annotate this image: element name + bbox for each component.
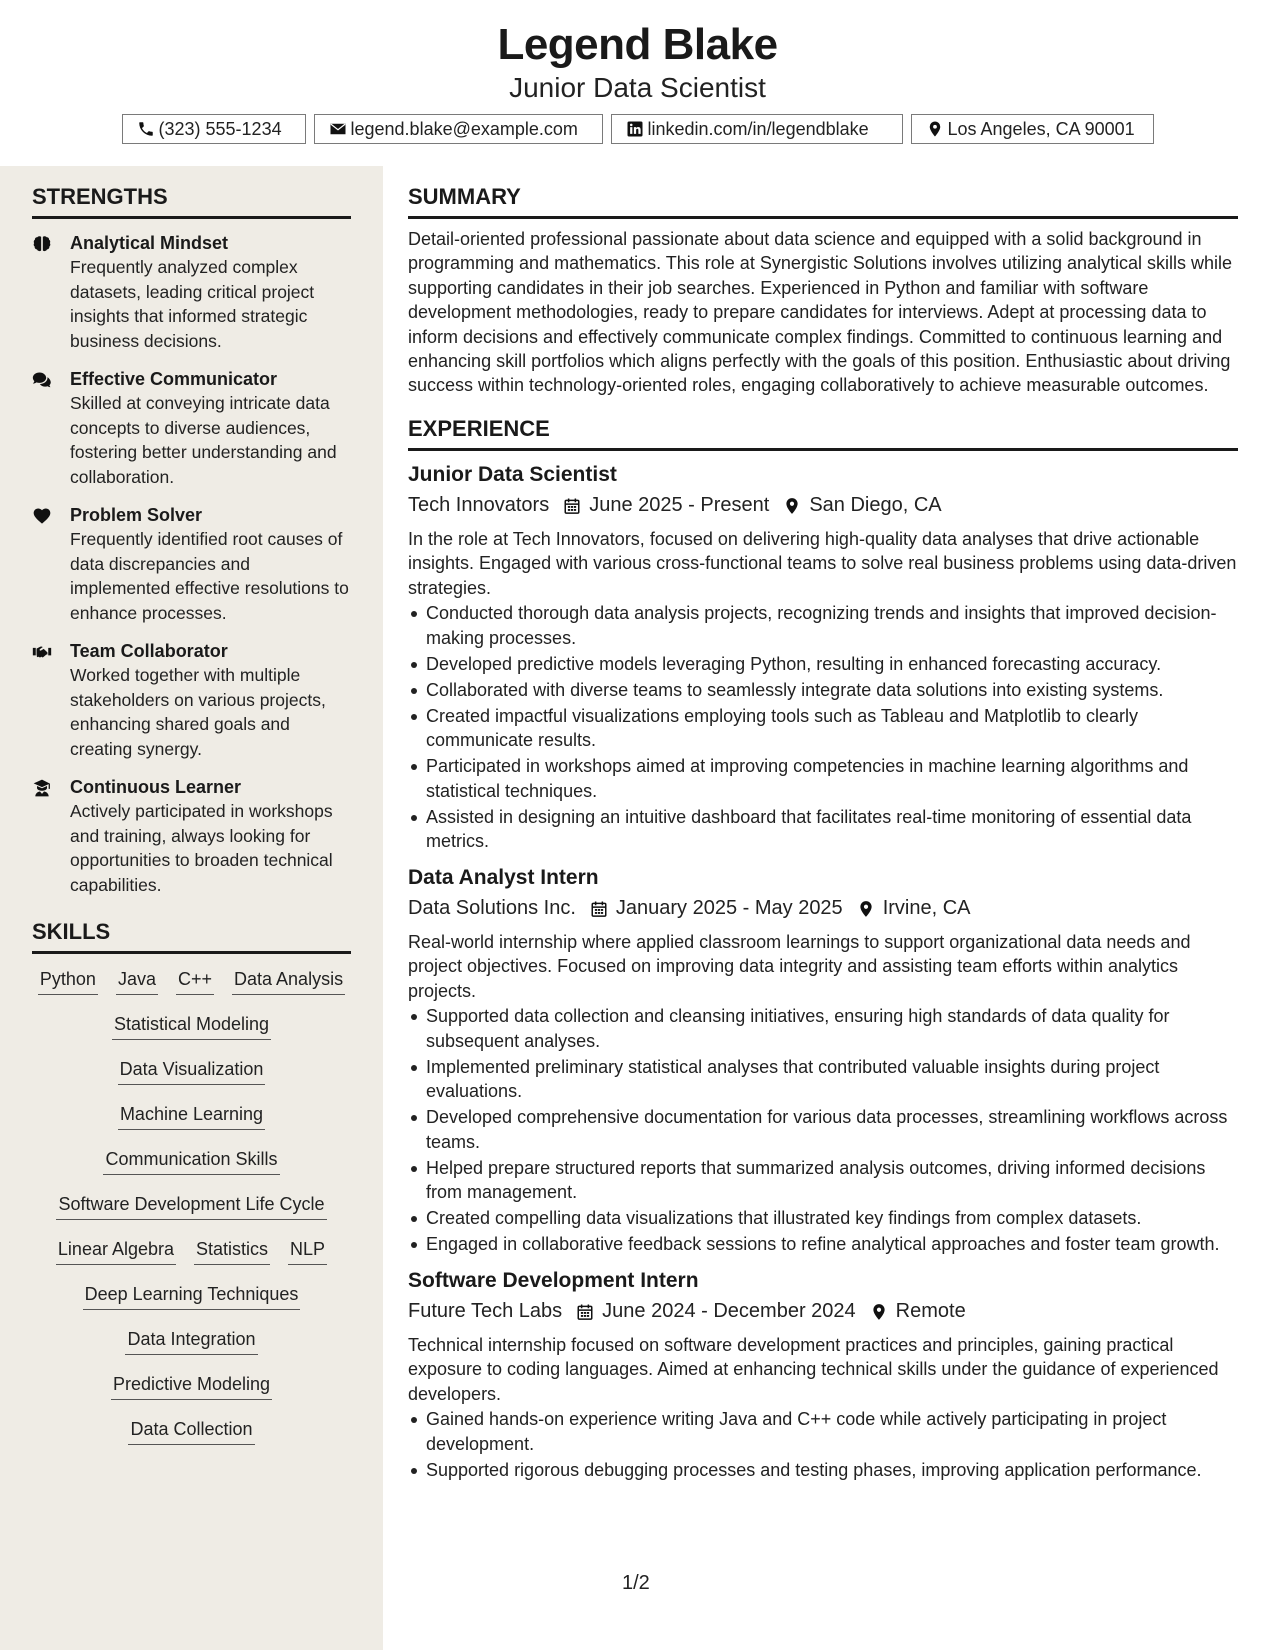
- strength-title: Continuous Learner: [70, 777, 242, 797]
- comments-icon: [32, 367, 70, 489]
- job-bullet: Created compelling data visualizations that illustrated key findings from complex datasets.: [408, 1206, 1238, 1231]
- skill-tag: Software Development Life Cycle: [56, 1193, 326, 1220]
- job-entry: [408, 864, 1238, 1257]
- skill-tag: Statistical Modeling: [112, 1013, 271, 1040]
- job-bullet: Participated in workshops aimed at improving competencies in machine learning algorithms and statistical techniques.: [408, 754, 1238, 803]
- contact-phone[interactable]: [122, 114, 306, 144]
- skills-list: [32, 968, 351, 1463]
- strength-title: Team Collaborator: [70, 641, 228, 661]
- job-location: San Diego, CA: [809, 494, 942, 517]
- skill-tag: Data Integration: [125, 1328, 257, 1355]
- skill-tag: Statistics: [194, 1238, 270, 1265]
- job-entry: [408, 1267, 1238, 1483]
- job-bullet: Supported data collection and cleansing initiatives, ensuring high standards of data quality for subsequent analyses.: [408, 1004, 1238, 1053]
- graduate-icon: [32, 775, 70, 897]
- skill-tag: NLP: [288, 1238, 327, 1265]
- job-meta: [408, 1297, 1238, 1327]
- job-description: Technical internship focused on software development practices and principles, gaining practical exposure to coding languages. Aimed at enhancing technical skills under the guidance of experienced developers.: [408, 1334, 1219, 1404]
- calendar-icon: [576, 1303, 594, 1321]
- job-meta: [408, 491, 1238, 521]
- skill-row: [103, 1148, 279, 1193]
- skill-row: [38, 968, 345, 1013]
- summary-heading: SUMMARY: [408, 184, 1238, 219]
- skill-tag: Communication Skills: [103, 1148, 279, 1175]
- job-bullet: Helped prepare structured reports that summarized analysis outcomes, driving informed decisions from management.: [408, 1156, 1238, 1205]
- handshake-icon: [32, 639, 70, 761]
- skill-row: [118, 1103, 265, 1148]
- job-bullet: Developed comprehensive documentation for various data processes, streamlining workflows across teams.: [408, 1105, 1238, 1154]
- main-content: [408, 166, 1238, 1484]
- brain-icon: [32, 231, 70, 353]
- skill-tag: Linear Algebra: [56, 1238, 176, 1265]
- job-bullets: [408, 601, 1238, 854]
- contact-linkedin[interactable]: [611, 114, 903, 144]
- contact-email-text: legend.blake@example.com: [350, 118, 578, 139]
- contact-bar: [0, 114, 1275, 144]
- contact-location: [911, 114, 1154, 144]
- sidebar-content: [32, 166, 351, 1463]
- skills-heading: SKILLS: [32, 919, 351, 954]
- job-bullet: Gained hands-on experience writing Java and C++ code while actively participating in project development.: [408, 1407, 1238, 1456]
- job-role: Software Development Intern: [408, 1268, 699, 1292]
- strength-title: Problem Solver: [70, 505, 203, 525]
- job-role: Junior Data Scientist: [408, 462, 617, 486]
- heart-icon: [32, 503, 70, 625]
- skill-tag: C++: [176, 968, 214, 995]
- map-marker-icon: [870, 1303, 888, 1321]
- job-entry: [408, 461, 1238, 854]
- job-dates: January 2025 - May 2025: [615, 897, 843, 920]
- map-marker-icon: [857, 900, 875, 918]
- contact-phone-text: (323) 555-1234: [158, 118, 282, 139]
- skill-tag: Data Visualization: [118, 1058, 266, 1085]
- phone-icon: [137, 120, 155, 138]
- strength-description: Actively participated in workshops and training, always looking for opportunities to broaden technical capabilities.: [70, 801, 333, 895]
- job-description: In the role at Tech Innovators, focused on delivering high-quality data analyses that drive actionable insights. Engaged with various cross-functional teams to solve real business problems using data-driven strategies.: [408, 528, 1237, 598]
- strength-item: [32, 503, 351, 625]
- skill-tag: Deep Learning Techniques: [83, 1283, 301, 1310]
- job-description: Real-world internship where applied classroom learnings to support organizational data needs and project objectives. Focused on improving data integrity and assisting team efforts within analytics projects.: [408, 931, 1191, 1001]
- strength-description: Skilled at conveying intricate data concepts to diverse audiences, fostering better understanding and collaboration.: [70, 393, 337, 487]
- candidate-name: Legend Blake: [497, 20, 778, 69]
- job-company: Tech Innovators: [408, 494, 550, 517]
- skill-row: [83, 1283, 301, 1328]
- map-marker-icon: [783, 497, 801, 515]
- strength-item: [32, 231, 351, 353]
- job-dates: June 2024 - December 2024: [602, 1300, 856, 1323]
- contact-email[interactable]: [314, 114, 603, 144]
- strength-title: Analytical Mindset: [70, 233, 229, 253]
- job-bullet: Engaged in collaborative feedback sessions to refine analytical approaches and foster team growth.: [408, 1232, 1238, 1257]
- strength-description: Worked together with multiple stakeholders on various projects, enhancing shared goals and creating synergy.: [70, 665, 326, 759]
- candidate-headline: Junior Data Scientist: [509, 72, 766, 103]
- skill-tag: Python: [38, 968, 98, 995]
- job-role: Data Analyst Intern: [408, 865, 599, 889]
- envelope-icon: [329, 120, 347, 138]
- experience-heading: EXPERIENCE: [408, 416, 1238, 451]
- strength-item: [32, 639, 351, 761]
- skill-row: [128, 1418, 254, 1463]
- strengths-list: [32, 231, 351, 897]
- experience-list: [408, 461, 1238, 1483]
- strengths-heading: STRENGTHS: [32, 184, 351, 219]
- job-bullet: Created impactful visualizations employing tools such as Tableau and Matplotlib to clearly communicate results.: [408, 704, 1238, 753]
- skill-row: [111, 1373, 272, 1418]
- strength-title: Effective Communicator: [70, 369, 278, 389]
- calendar-icon: [563, 497, 581, 515]
- job-bullet: Conducted thorough data analysis projects, recognizing trends and insights that improved decision-making processes.: [408, 601, 1238, 650]
- job-bullet: Collaborated with diverse teams to seamlessly integrate data solutions into existing systems.: [408, 678, 1238, 703]
- strength-description: Frequently identified root causes of data discrepancies and implemented effective resolutions to enhance processes.: [70, 529, 349, 623]
- summary-text: Detail-oriented professional passionate about data science and equipped with a solid background in programming and mathematics. This role at Synergistic Solutions involves utilizing analytical skills while supporting candidates in their job searches. Experienced in Python and familiar with software development methodologies, ready to prepare candidates for interviews. Adept at processing data to inform decisions and effectively communicate complex findings. Committed to continuous learning and enhancing skill portfolios which aligns perfectly with the goals of this position. Enthusiastic about driving success within technology-oriented roles, engaging collaboratively to achieve measurable outcomes.: [408, 229, 1233, 396]
- skill-tag: Data Analysis: [232, 968, 345, 995]
- contact-linkedin-text: linkedin.com/in/legendblake: [647, 118, 869, 139]
- map-marker-icon: [926, 120, 944, 138]
- strength-description: Frequently analyzed complex datasets, leading critical project insights that informed strategic business decisions.: [70, 257, 315, 351]
- job-bullets: [408, 1004, 1238, 1257]
- job-bullet: Assisted in designing an intuitive dashboard that facilitates real-time monitoring of essential data metrics.: [408, 805, 1238, 854]
- job-location: Irvine, CA: [882, 897, 971, 920]
- strength-item: [32, 367, 351, 489]
- strength-item: [32, 775, 351, 897]
- resume-header: [0, 0, 1275, 166]
- contact-location-text: Los Angeles, CA 90001: [947, 118, 1135, 139]
- skill-row: [118, 1058, 266, 1103]
- calendar-icon: [590, 900, 608, 918]
- job-company: Data Solutions Inc.: [408, 897, 576, 920]
- skill-tag: Machine Learning: [118, 1103, 265, 1130]
- job-meta: [408, 894, 1238, 924]
- sidebar: [0, 166, 383, 1650]
- job-bullet: Implemented preliminary statistical analyses that contributed valuable insights during project evaluations.: [408, 1055, 1238, 1104]
- skill-row: [56, 1238, 327, 1283]
- job-dates: June 2025 - Present: [589, 494, 770, 517]
- job-company: Future Tech Labs: [408, 1300, 563, 1323]
- job-location: Remote: [895, 1300, 966, 1323]
- skill-row: [112, 1013, 271, 1058]
- skill-tag: Predictive Modeling: [111, 1373, 272, 1400]
- job-bullets: [408, 1407, 1238, 1482]
- job-bullet: Developed predictive models leveraging Python, resulting in enhanced forecasting accuracy.: [408, 652, 1238, 677]
- job-bullet: Supported rigorous debugging processes and testing phases, improving application performance.: [408, 1458, 1238, 1483]
- skill-tag: Java: [116, 968, 158, 995]
- skill-row: [125, 1328, 257, 1373]
- skill-row: [56, 1193, 326, 1238]
- linkedin-icon: [626, 120, 644, 138]
- skill-tag: Data Collection: [128, 1418, 254, 1445]
- page-indicator: 1/2: [622, 1572, 650, 1594]
